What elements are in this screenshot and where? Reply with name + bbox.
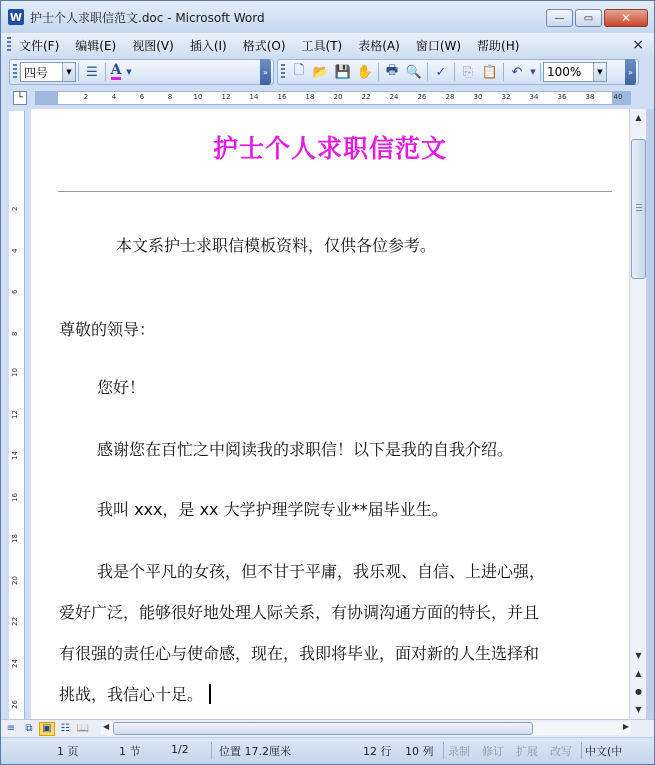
chevron-down-icon[interactable]: ▼ [62,63,75,81]
status-separator [211,742,212,759]
vertical-ruler-tick-label: 2 [11,206,19,211]
zoom-select[interactable] [543,62,607,82]
permission-icon[interactable]: ✋ [356,64,374,80]
menu-bar [1,33,654,57]
body-paragraph-3-line-1: 我是个平凡的女孩，但不甘于平庸，我乐观、自信、上进心强， [97,562,546,581]
formatting-toolbar [9,59,274,85]
menu-insert[interactable]: 插入(I) [189,38,227,53]
body-paragraph-3-line-2: 爱好广泛，能够很好地处理人际关系，有协调沟通方面的特长，并且 [59,603,540,622]
title-divider [58,191,612,192]
outline-view-icon[interactable]: ☷ [60,723,70,734]
previous-page-icon[interactable]: ▲ [635,668,642,678]
ruler-tick-label: 28 [445,93,455,101]
ruler-tick-label: 30 [473,93,483,101]
toolbar-separator [454,63,455,81]
font-color-button[interactable] [108,61,124,83]
ruler-tick-label: 36 [557,93,567,101]
scroll-left-icon[interactable]: ◀ [103,722,110,731]
ruler-tick-label: 8 [167,93,173,101]
status-separator [581,742,582,759]
close-button[interactable]: ✕ [604,9,648,27]
copy-icon[interactable]: ⎘ [462,64,474,80]
restore-button[interactable]: ▭ [575,9,602,27]
ruler-tick-label: 26 [417,93,427,101]
zoom-value: 100% [547,65,582,79]
toolbar-separator [378,63,379,81]
toolbar-grip-handle[interactable] [281,64,285,80]
scroll-up-icon[interactable]: ▲ [635,112,642,122]
status-extend[interactable]: 扩展 [516,745,538,758]
standard-toolbar [277,59,639,85]
minimize-button[interactable]: — [546,9,573,27]
text-cursor [209,684,211,704]
scroll-down-icon[interactable]: ▼ [635,650,642,660]
vertical-ruler-tick-label: 18 [11,534,19,543]
undo-dropdown-icon[interactable]: ▼ [530,68,536,76]
toolbar-separator [503,63,504,81]
toolbar-options-icon[interactable]: » [625,59,636,85]
status-language[interactable]: 中文(中 [585,745,623,758]
vertical-ruler-tick-label: 16 [11,492,19,502]
menu-edit[interactable]: 编辑(E) [75,38,117,53]
ruler-tick-label: 16 [277,93,287,101]
save-icon[interactable]: 💾 [334,64,352,80]
toolbar [1,57,654,87]
vertical-scroll-thumb[interactable] [631,139,646,279]
word-app-icon[interactable]: W [9,10,23,24]
document-title: 护士个人求职信范文 [212,134,447,163]
vertical-ruler-tick-label: 6 [11,289,19,294]
ruler-tick-label: 32 [501,93,511,101]
body-paragraph-3-line-4 [59,682,211,705]
menu-help[interactable]: 帮助(H) [477,38,520,53]
menu-window[interactable]: 窗口(W) [415,38,462,53]
ruler-tick-label: 22 [361,93,371,101]
ruler-tick-label: 14 [249,93,259,101]
status-track-changes[interactable]: 修订 [482,745,504,758]
ruler-tick-label: 10 [193,93,203,101]
body-paragraph-3-line-3: 有很强的责任心与使命感，现在，我即将毕业，面对新的人生选择和 [59,644,540,663]
toolbar-separator [540,63,541,81]
ruler-tick-label: 2 [83,93,89,101]
status-page-of: 1/2 [171,743,189,756]
open-folder-icon[interactable]: 📂 [312,64,330,80]
undo-icon[interactable]: ↶ [511,64,523,80]
ruler-tick-label: 24 [389,93,399,101]
vertical-ruler-tick-label: 14 [11,451,19,460]
status-overtype[interactable]: 改写 [550,745,572,758]
vertical-ruler[interactable] [9,111,25,719]
title-bar[interactable] [1,1,654,33]
print-preview-icon[interactable]: 🔍 [405,64,423,80]
vertical-ruler-tick-label: 4 [11,248,19,253]
salutation-paragraph: 尊敬的领导： [59,320,156,339]
vertical-scrollbar[interactable] [629,109,646,719]
vertical-ruler-tick-label: 12 [11,409,19,419]
vertical-ruler-tick-label: 22 [11,617,19,626]
window-controls [546,9,648,27]
ruler-tick-label: 34 [529,93,539,101]
print-layout-view-icon[interactable]: ▣ [39,722,55,736]
ruler-tick-label: 12 [221,93,231,101]
chevron-down-icon[interactable]: ▼ [593,63,606,81]
toolbar-separator [427,63,428,81]
intro-paragraph: 本文系护士求职信模板资料，仅供各位参考。 [116,236,437,255]
greeting-paragraph: 您好！ [97,378,146,397]
browse-object-icon[interactable]: ● [635,686,642,696]
body-paragraph-3-line-4-text: 挑战，我信心十足。 [59,685,204,704]
ruler-tick-label: 40 [613,93,623,101]
document-page[interactable] [31,109,629,719]
vertical-ruler-tick-label: 8 [11,331,19,336]
spelling-check-icon[interactable]: ✓ [435,64,447,80]
justify-align-icon[interactable]: ☰ [86,64,98,80]
font-size-value: 四号 [24,65,49,80]
vertical-ruler-tick-label: 26 [11,700,19,709]
horizontal-scroll-thumb[interactable] [113,722,533,735]
scroll-right-icon[interactable]: ▶ [622,722,629,731]
menu-format[interactable]: 格式(O) [242,38,286,53]
toolbar-grip-handle[interactable] [13,64,17,80]
ruler-bar [1,87,654,109]
toolbar-separator [78,63,79,81]
ruler-tick-label: 20 [333,93,343,101]
print-icon[interactable]: 🖶 [385,63,399,78]
ruler-tick-label: 18 [305,93,315,101]
body-paragraph-2: 我叫 xxx，是 xx 大学护理学院专业**届毕业生。 [97,500,448,519]
web-view-icon[interactable]: ⧉ [25,723,33,734]
status-section: 1 节 [119,745,141,758]
vertical-ruler-tick-label: 20 [11,575,19,585]
status-bar [1,738,654,764]
ruler-tick-label: 6 [139,93,145,101]
vertical-ruler-tick-label: 24 [11,658,19,668]
next-page-icon[interactable]: ▼ [635,704,642,714]
new-document-icon[interactable]: 🗋 [293,63,305,78]
menu-view[interactable]: 视图(V) [132,38,174,53]
status-separator [443,742,444,759]
horizontal-scroll-row [1,719,654,737]
ruler-tick-label: 4 [111,93,117,101]
window-title: 护士个人求职信范文.doc - Microsoft Word [30,10,265,25]
font-color-dropdown-icon[interactable]: ▼ [126,68,132,76]
close-document-icon[interactable]: × [632,37,644,53]
status-position: 位置 17.2厘米 [219,745,291,758]
tab-stop-selector[interactable]: └ [13,91,27,105]
left-margin-marker [36,92,58,104]
paste-icon[interactable]: 📋 [481,64,499,80]
status-line: 12 行 [363,745,392,758]
horizontal-scrollbar[interactable] [101,722,631,735]
status-column: 10 列 [405,745,434,758]
status-record[interactable]: 录制 [448,745,470,758]
font-color-icon: A [110,62,122,78]
body-paragraph-1: 感谢您在百忙之中阅读我的求职信！以下是我的自我介绍。 [97,440,514,459]
menu-table[interactable]: 表格(A) [358,38,400,53]
toolbar-options-icon[interactable]: » [260,59,271,85]
vertical-ruler-tick-label: 10 [11,368,19,377]
menu-file[interactable]: 文件(F) [19,38,60,53]
menu-tools[interactable]: 工具(T) [301,38,343,53]
reading-view-icon[interactable]: 📖 [76,723,90,734]
status-page: 1 页 [57,745,79,758]
horizontal-ruler[interactable] [35,91,631,105]
ruler-tick-label: 38 [585,93,595,101]
normal-view-icon[interactable]: ≡ [6,723,16,734]
toolbar-separator [105,63,106,81]
font-size-select[interactable] [20,62,76,82]
